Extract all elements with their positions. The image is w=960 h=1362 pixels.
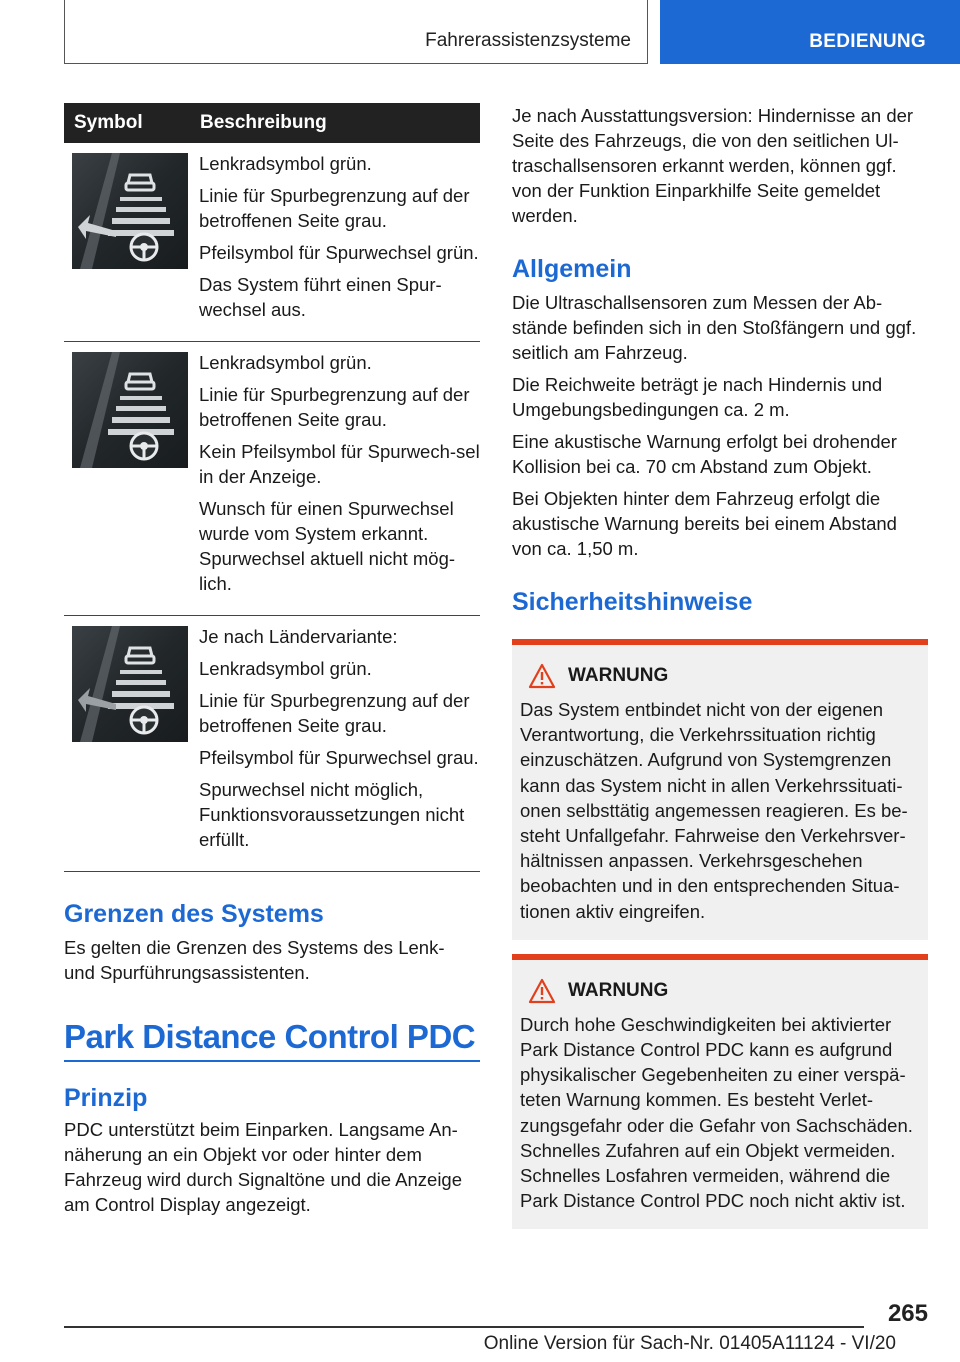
general-heading: Allgemein	[512, 255, 632, 283]
description-line: Spurwechsel nicht möglich, Funktionsvoraussetzungen nicht erfüllt.	[199, 779, 465, 850]
left-column	[64, 103, 480, 1224]
description-cell	[194, 616, 480, 872]
description-cell	[194, 143, 480, 342]
warning-box	[512, 954, 928, 1230]
warning-box	[512, 639, 928, 940]
description-line: Lenkradsymbol grün.	[199, 352, 372, 373]
footer-divider	[64, 1326, 864, 1328]
limits-heading: Grenzen des Systems	[64, 900, 324, 928]
table-header-row	[64, 103, 480, 143]
description-cell	[194, 342, 480, 616]
general-paragraph: Eine akustische Warnung erfolgt bei drohender Kollision bei ca. 70 cm Abstand zum Objekt.	[512, 431, 897, 477]
limits-text: Es gelten die Grenzen des Systems des Lenk- und Spurführungsassistenten.	[64, 937, 445, 983]
lane-change-assist-icon	[72, 153, 188, 269]
description-line: Linie für Spurbegrenzung auf der betroffenen Seite grau.	[199, 690, 470, 736]
symbol-table	[64, 103, 480, 872]
warning-triangle-icon	[528, 978, 556, 1004]
general-paragraph: Die Reichweite beträgt je nach Hindernis und Umgebungsbedingungen ca. 2 m.	[512, 374, 883, 420]
table-row	[64, 143, 480, 342]
symbol-cell	[64, 342, 194, 616]
pdc-title: Park Distance Control PDC	[64, 1018, 480, 1062]
warning-header	[520, 663, 920, 689]
warning-text: Durch hohe Geschwindigkeiten bei aktivierter Park Distance Control PDC kann es aufgrund physikalischer Gegebenheiten zu einer verspä-teten Warnung kommen. Es besteht Verlet-zungsgefahr oder die Gefahr von Sachschäden. Schnelles Zufahren auf ein Objekt vermeiden. Schnelles Losfahren vermeiden, während die Park Distance Control PDC noch nicht aktiv ist.	[520, 1013, 913, 1212]
description-line: Lenkradsymbol grün.	[199, 153, 372, 174]
description-line: Wunsch für einen Spurwechsel wurde vom System erkannt. Spurwechsel aktuell nicht mög-lich.	[199, 498, 456, 594]
chapter-tab	[660, 0, 960, 64]
table-row	[64, 616, 480, 872]
description-line: Das System führt einen Spur-wechsel aus.	[199, 274, 442, 320]
description-line: Lenkradsymbol grün.	[199, 658, 372, 679]
warning-header	[520, 978, 920, 1004]
section-title: Fahrerassistenzsysteme	[425, 30, 631, 51]
warning-title: WARNUNG	[568, 979, 669, 1001]
header-frame	[64, 0, 648, 64]
right-column	[512, 103, 928, 1229]
warning-title: WARNUNG	[568, 665, 669, 686]
column-header-description: Beschreibung	[194, 103, 480, 143]
lane-change-assist-icon	[72, 626, 188, 742]
lane-change-assist-icon	[72, 352, 188, 468]
principle-heading: Prinzip	[64, 1084, 148, 1112]
warning-text: Das System entbindet nicht von der eigenen Verantwortung, die Verkehrssituation richtig einzuschätzen. Aufgrund von Systemgrenzen kann das System nicht in allen Verkehrssituati-onen selbsttätig angemessen reagieren. Es be-steht Unfallgefahr. Fahrweise den Verkehrsver-hältnissen anpassen. Verkehrsgeschehen beobachten und in den entsprechenden Situa-tionen aktiv eingreifen.	[520, 699, 908, 922]
principle-text: PDC unterstützt beim Einparken. Langsame An-näherung an ein Objekt vor oder hinter dem Fahrzeug wird durch Signaltöne und die Anzeige am Control Display angezeigt.	[64, 1119, 463, 1215]
general-paragraph: Bei Objekten hinter dem Fahrzeug erfolgt die akustische Warnung bereits bei einem Abstand von ca. 1,50 m.	[512, 488, 897, 559]
general-paragraph: Die Ultraschallsensoren zum Messen der Ab-stände befinden sich in den Stoßfängern und ggf. seitlich am Fahrzeug.	[512, 292, 917, 363]
warning-triangle-icon	[528, 663, 556, 689]
safety-heading: Sicherheitshinweise	[512, 588, 753, 616]
description-line: Je nach Ländervariante:	[199, 626, 398, 647]
description-line: Linie für Spurbegrenzung auf der betroffenen Seite grau.	[199, 185, 470, 231]
description-line: Pfeilsymbol für Spurwechsel grau.	[199, 747, 479, 768]
table-row	[64, 342, 480, 616]
description-line: Linie für Spurbegrenzung auf der betroffenen Seite grau.	[199, 384, 470, 430]
page-number: 265	[887, 1300, 928, 1327]
symbol-cell	[64, 616, 194, 872]
intro-text: Je nach Ausstattungsversion: Hindernisse an der Seite des Fahrzeugs, die von den seitlichen Ul-traschallsensoren erkannt werden, können ggf. von der Funktion Einparkhilfe Seite gemeldet werden.	[512, 105, 914, 226]
footer-version: Online Version für Sach-Nr. 01405A11124 - VI/20	[483, 1333, 896, 1354]
description-line: Kein Pfeilsymbol für Spurwech-sel in der Anzeige.	[199, 441, 480, 487]
chapter-title: BEDIENUNG	[809, 31, 926, 52]
symbol-cell	[64, 143, 194, 342]
column-header-symbol: Symbol	[64, 103, 194, 143]
description-line: Pfeilsymbol für Spurwechsel grün.	[199, 242, 479, 263]
